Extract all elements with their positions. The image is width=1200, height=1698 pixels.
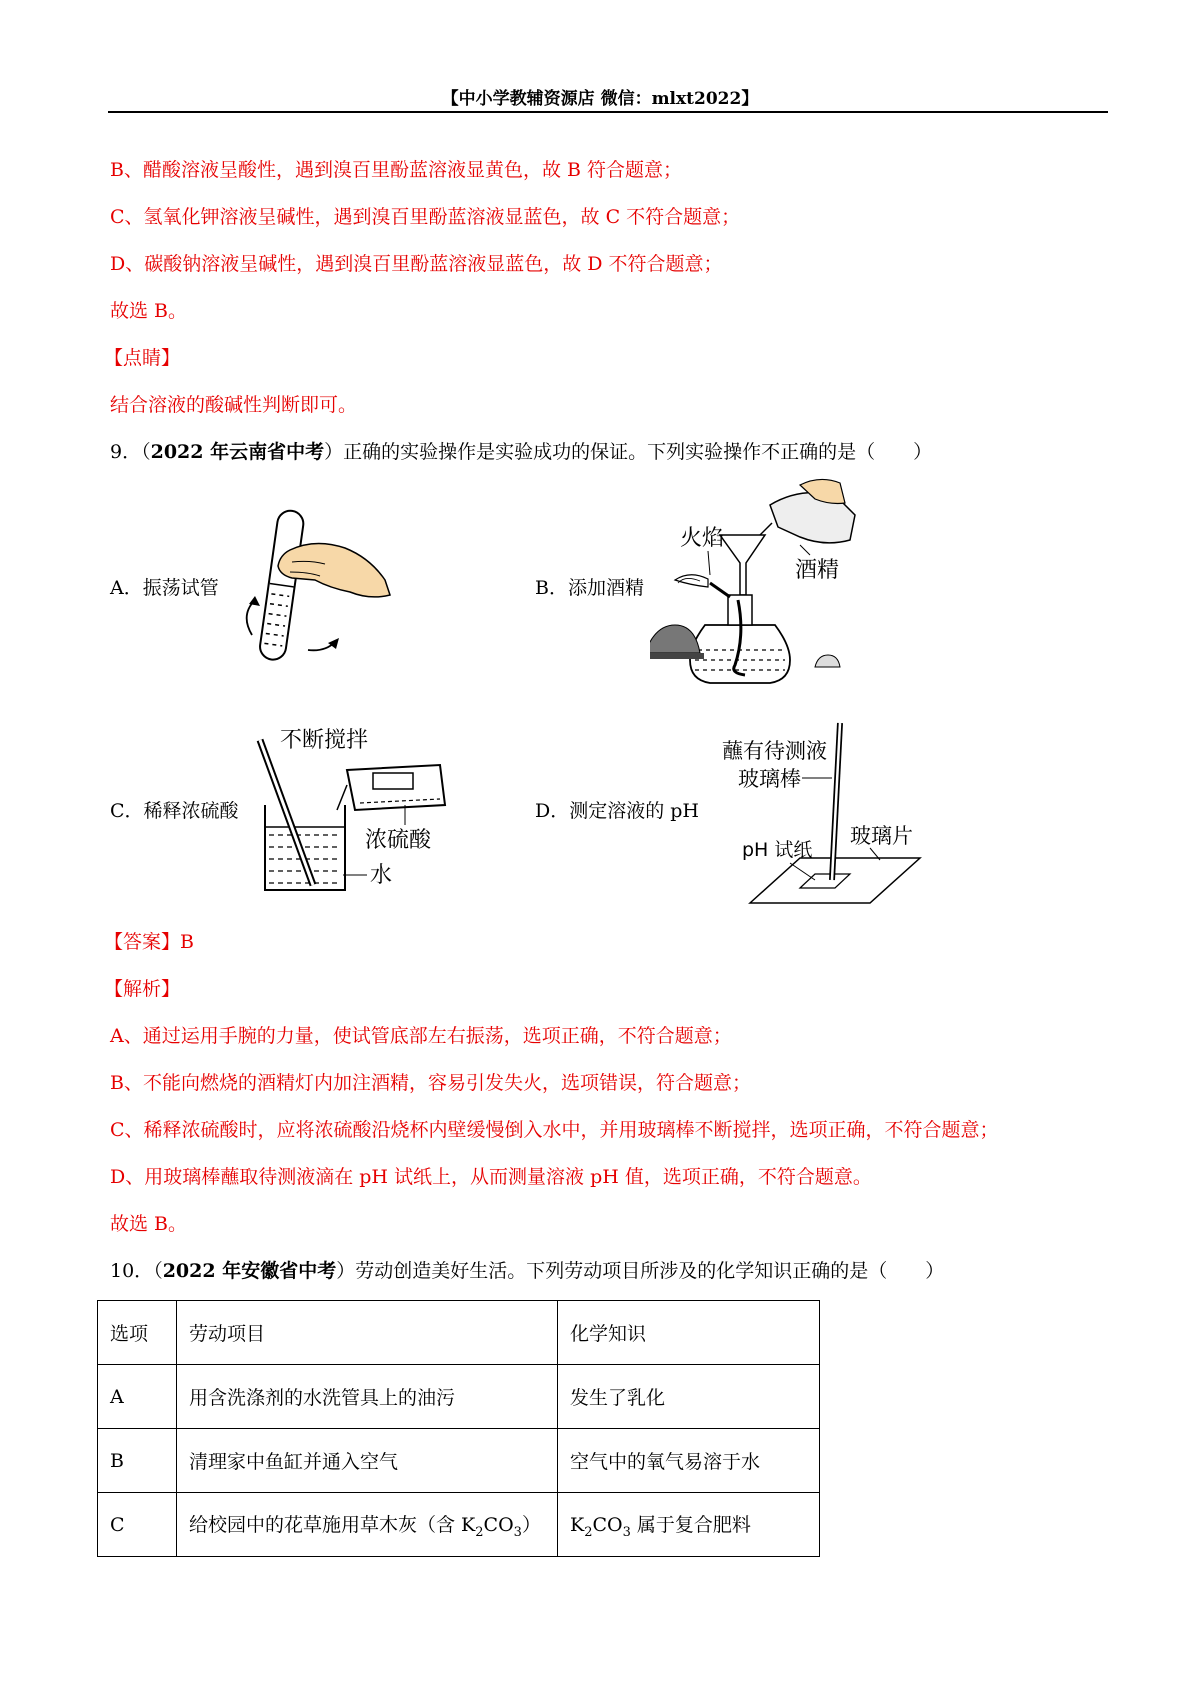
header-project: 劳动项目	[177, 1301, 558, 1365]
label-alcohol: 酒精	[795, 558, 840, 583]
row-a-option: A	[98, 1365, 177, 1429]
q10-table	[97, 1300, 820, 1557]
table-header-row	[98, 1301, 820, 1365]
figure-measure-ph	[720, 718, 930, 908]
row-b-project: 清理家中鱼缸并通入空气	[177, 1429, 558, 1493]
comment-tag: 【点睛】	[104, 347, 181, 369]
prev-analysis-line-c: C、氢氧化钾溶液呈碱性，遇到溴百里酚蓝溶液显蓝色，故 C 不符合题意；	[110, 206, 741, 228]
q9-source: 2022 年云南省中考	[150, 441, 325, 463]
prev-analysis-conclusion: 故选 B。	[110, 300, 188, 322]
q9-analysis-a: A、通过运用手腕的力量，使试管底部左右振荡，选项正确，不符合题意；	[110, 1025, 732, 1047]
q9-answer: B	[180, 931, 194, 953]
figure-add-alcohol	[650, 475, 860, 690]
row-b-knowledge: 空气中的氧气易溶于水	[558, 1429, 820, 1493]
label-ph-paper: pH 试纸	[742, 839, 813, 861]
q10-source-open: （	[153, 1260, 163, 1282]
row-c-option: C	[98, 1493, 177, 1557]
table-row	[98, 1365, 820, 1429]
prev-analysis-line-b: B、醋酸溶液呈酸性，遇到溴百里酚蓝溶液显黄色，故 B 符合题意；	[110, 159, 683, 181]
q9-answer-line	[104, 930, 194, 954]
q9-stem-line	[110, 440, 932, 464]
row-c-knowledge	[558, 1493, 820, 1557]
label-acid: 浓硫酸	[365, 828, 432, 853]
q9-option-c-label: C．稀释浓硫酸	[110, 800, 239, 822]
page-header: 【中小学教辅资源店 微信：mlxt2022】	[441, 89, 759, 109]
row-a-project: 用含洗涤剂的水洗管具上的油污	[177, 1365, 558, 1429]
q9-analysis-c: C、稀释浓硫酸时，应将浓硫酸沿烧杯内壁缓慢倒入水中，并用玻璃棒不断搅拌，选项正确，不符合题意；	[110, 1119, 999, 1141]
label-glass-rod: 玻璃棒	[738, 767, 801, 791]
table-row	[98, 1493, 820, 1557]
figure-dilute-sulfuric-acid	[255, 725, 460, 895]
q9-analysis-b: B、不能向燃烧的酒精灯内加注酒精，容易引发失火，选项错误，符合题意；	[110, 1072, 751, 1094]
header-rule	[108, 111, 1108, 113]
label-glass-plate: 玻璃片	[850, 824, 913, 848]
q9-stem: 正确的实验操作是实验成功的保证。下列实验操作不正确的是（ ）	[343, 441, 933, 463]
row-c-project-pre: 给校园中的花草施用草木灰（含 K	[189, 1513, 476, 1536]
label-dipped-liquid: 蘸有待测液	[722, 739, 827, 763]
label-water: 水	[370, 863, 393, 888]
q9-option-a-label: A．振荡试管	[110, 577, 219, 599]
row-c-knowledge-mid: CO	[592, 1513, 623, 1536]
q10-source: 2022 年安徽省中考	[162, 1260, 337, 1282]
row-c-project-post: ）	[521, 1513, 541, 1536]
q9-option-b-label: B．添加酒精	[535, 577, 644, 599]
q9-number: 9．	[110, 441, 142, 463]
figure-shake-test-tube	[220, 500, 400, 680]
q9-analysis-tag: 【解析】	[104, 978, 181, 1000]
row-c-knowledge-sub2: 3	[622, 1524, 631, 1540]
row-c-knowledge-sub1: 2	[584, 1524, 593, 1540]
label-stir: 不断搅拌	[280, 728, 369, 753]
row-c-knowledge-post: 属于复合肥料	[630, 1513, 751, 1536]
table-row	[98, 1429, 820, 1493]
q10-number: 10．	[110, 1260, 154, 1282]
q9-source-open: （	[141, 441, 151, 463]
q9-analysis-d: D、用玻璃棒蘸取待测液滴在 pH 试纸上，从而测量溶液 pH 值，选项正确，不符合题意。	[110, 1166, 872, 1188]
row-c-project-sub1: 2	[475, 1524, 484, 1540]
comment-text: 结合溶液的酸碱性判断即可。	[110, 394, 358, 416]
q9-option-d-label: D．测定溶液的 pH	[535, 800, 700, 822]
row-c-project	[177, 1493, 558, 1557]
q9-answer-tag: 【答案】	[104, 931, 181, 953]
row-c-project-sub2: 3	[513, 1524, 522, 1540]
prev-analysis-line-d: D、碳酸钠溶液呈碱性，遇到溴百里酚蓝溶液显蓝色，故 D 不符合题意；	[110, 253, 723, 275]
row-a-knowledge: 发生了乳化	[558, 1365, 820, 1429]
header-option: 选项	[98, 1301, 177, 1365]
row-c-knowledge-pre: K	[570, 1513, 585, 1536]
row-b-option: B	[98, 1429, 177, 1493]
q10-stem-line	[110, 1259, 944, 1283]
q9-source-close: ）	[324, 441, 344, 463]
header-knowledge: 化学知识	[558, 1301, 820, 1365]
row-c-project-mid: CO	[483, 1513, 514, 1536]
q10-source-close: ）	[336, 1260, 356, 1282]
q9-analysis-conclusion: 故选 B。	[110, 1213, 188, 1235]
q10-stem: 劳动创造美好生活。下列劳动项目所涉及的化学知识正确的是（ ）	[355, 1260, 945, 1282]
label-flame: 火焰	[680, 526, 725, 551]
